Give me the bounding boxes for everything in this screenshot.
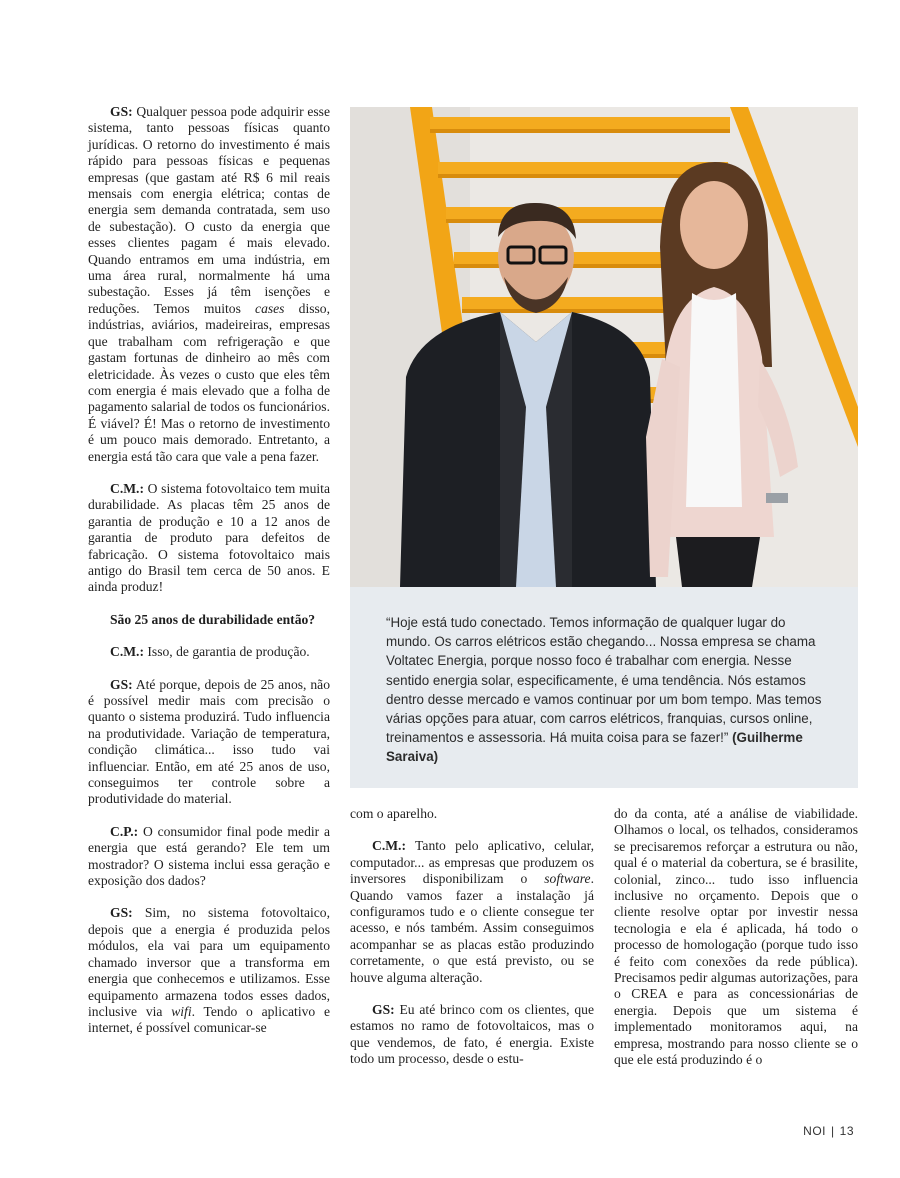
interview-photo xyxy=(350,107,858,587)
paragraph-text: Até porque, depois de 25 anos, não é possível medir mais com precisão o quanto o sistema produzirá. Tudo influencia na produtividade. Variação de temperatura, condição climática... isso tudo vai influenciar. Então, em até 25 anos de uso, conseguimos ter controle sobre a produtividade do material. xyxy=(88,676,330,807)
pull-quote-box xyxy=(350,587,858,788)
paragraph xyxy=(614,806,858,1069)
paragraph xyxy=(350,838,594,986)
speaker-label: GS: xyxy=(372,1002,395,1018)
paragraph-text: . Quando vamos fazer a instalação já configuramos tudo e o cliente consegue ter acesso, e nós também. Assim conseguimos acompanhar se as placas estão produzindo corretamente, o que está previsto, ou se houve alguma alteração. xyxy=(350,871,594,985)
speaker-label: C.P.: xyxy=(110,823,139,839)
paragraph-text: Isso, de garantia de produção. xyxy=(143,644,310,660)
speaker-label: C.M.: xyxy=(372,838,406,854)
article-column-1 xyxy=(88,104,330,1053)
italic-term: cases xyxy=(255,300,285,316)
speaker-label: C.M.: xyxy=(110,480,144,496)
speaker-label: GS: xyxy=(110,676,133,692)
paragraph-text: Sim, no sistema fotovoltaico, depois que a energia é produzida pelos módulos, ela vai para um equipamento chamado inversor que a transforma em energia que conhecemos e utilizamos. Esse equipamento armazena todos esses dados, inclusive via xyxy=(88,905,330,1019)
quote-text: “Hoje está tudo conectado. Temos informação de qualquer lugar do mundo. Os carros elétricos estão chegando... Nossa empresa se chama Voltatec Energia, porque nosso foco é trabalhar com energia. Nesse sentido energia solar, especificamente, é uma tendência. Nós estamos dentro desse mercado e vamos continuar por um bom tempo. Mas temos várias opções para atuar, com carros elétricos, franquias, cursos online, treinamentos e assessoria. Há muita coisa para se fazer!” xyxy=(386,615,822,746)
speaker-label: GS: xyxy=(110,104,133,119)
paragraph xyxy=(88,677,330,808)
article-column-3 xyxy=(614,806,858,1085)
paragraph-text: Qualquer pessoa pode adquirir esse sistema, tanto pessoas físicas quanto jurídicas. O retorno do investimento é mais rápido para pessoas físicas e pequenas empresas (que gastam até R$ 6 mil reais mensais com energia elétrica; contas de energia sem demanda contratada, sem uso de subestação). O custo da energia que esses clientes pagam é mais elevado. Quando entramos em uma indústria, em uma área rural, normalmente há uma subestação. Esses já têm isenções e reduções. Temos muitos xyxy=(88,104,330,316)
paragraph xyxy=(88,481,330,596)
interview-question xyxy=(88,612,330,628)
page-number: 13 xyxy=(839,1124,854,1138)
paragraph xyxy=(88,905,330,1036)
paragraph xyxy=(88,824,330,890)
paragraph-text: com o aparelho. xyxy=(350,806,438,821)
paragraph xyxy=(88,644,330,660)
speaker-label: GS: xyxy=(110,905,133,921)
photo-illustration xyxy=(350,107,858,587)
paragraph xyxy=(350,806,594,822)
pull-quote xyxy=(386,613,826,767)
italic-term: wifi xyxy=(171,1003,192,1019)
paragraph-text: disso, indústrias, aviários, madeireiras, empresas que trabalham com refrigeração e que gastam fortunas de dinheiro ao mês com eletricidade. Às vezes o custo que eles têm com energia é mais elevado que a folha de pagamento salarial de todos os funcionários. É viável? É! Mas o retorno de investimento é um pouco mais demorado. Entretanto, a energia está tão cara que vale a pena fazer. xyxy=(88,300,331,464)
paragraph-text: Tanto pelo aplicativo, celular, computador... as empresas que produzem os inversores disponibilizam o xyxy=(350,838,594,887)
paragraph-text: Eu até brinco com os clientes, que estamos no ramo de fotovoltaicos, mas o que vendemos, de fato, é energia. Existe todo um processo, desde o estu- xyxy=(350,1002,594,1067)
paragraph-text: do da conta, até a análise de viabilidade. Olhamos o local, os telhados, consideramos se precisaremos reforçar a estrutura ou não, qual é o material da cobertura, se é brasilite, colonial, zinco... tudo isso influencia inclusive no orçamento. Depois que o cliente resolve optar por investir nessa tecnologia e ela é aplicada, há todo o processo de homologação (porque tudo isso é feito com conexões da rede pública). Precisamos pedir algumas autorizações, para o CREA e para as concessionárias de energia. Depois que um sistema é implementado monitoramos aqui, na empresa, mostrando para nosso cliente se o que ele está produzindo é o xyxy=(614,806,858,1068)
question-text: São 25 anos de durabilidade então? xyxy=(110,611,316,627)
article-column-2 xyxy=(350,806,594,1084)
magazine-name: NOI xyxy=(803,1124,827,1138)
quote-author: (Guilherme Saraiva) xyxy=(386,730,803,765)
paragraph-text: O consumidor final pode medir a energia que está gerando? Ele tem um mostrador? O sistema inclui essa geração e exposição dos dados? xyxy=(88,823,330,889)
footer-separator: | xyxy=(831,1124,835,1138)
paragraph-text: . Tendo o aplicativo e internet, é possível comunicar-se xyxy=(88,1003,330,1036)
paragraph xyxy=(88,104,330,465)
paragraph xyxy=(350,1002,594,1068)
paragraph-text: O sistema fotovoltaico tem muita durabilidade. As placas têm 25 anos de garantia de produção e 10 a 12 anos de garantia de produto para defeitos de fabricação. O sistema fotovoltaico mais antigo do Brasil tem cerca de 50 anos. E ainda produz! xyxy=(88,480,330,595)
italic-term: software xyxy=(544,871,591,887)
speaker-label: C.M.: xyxy=(110,644,144,660)
page-footer xyxy=(803,1124,854,1138)
